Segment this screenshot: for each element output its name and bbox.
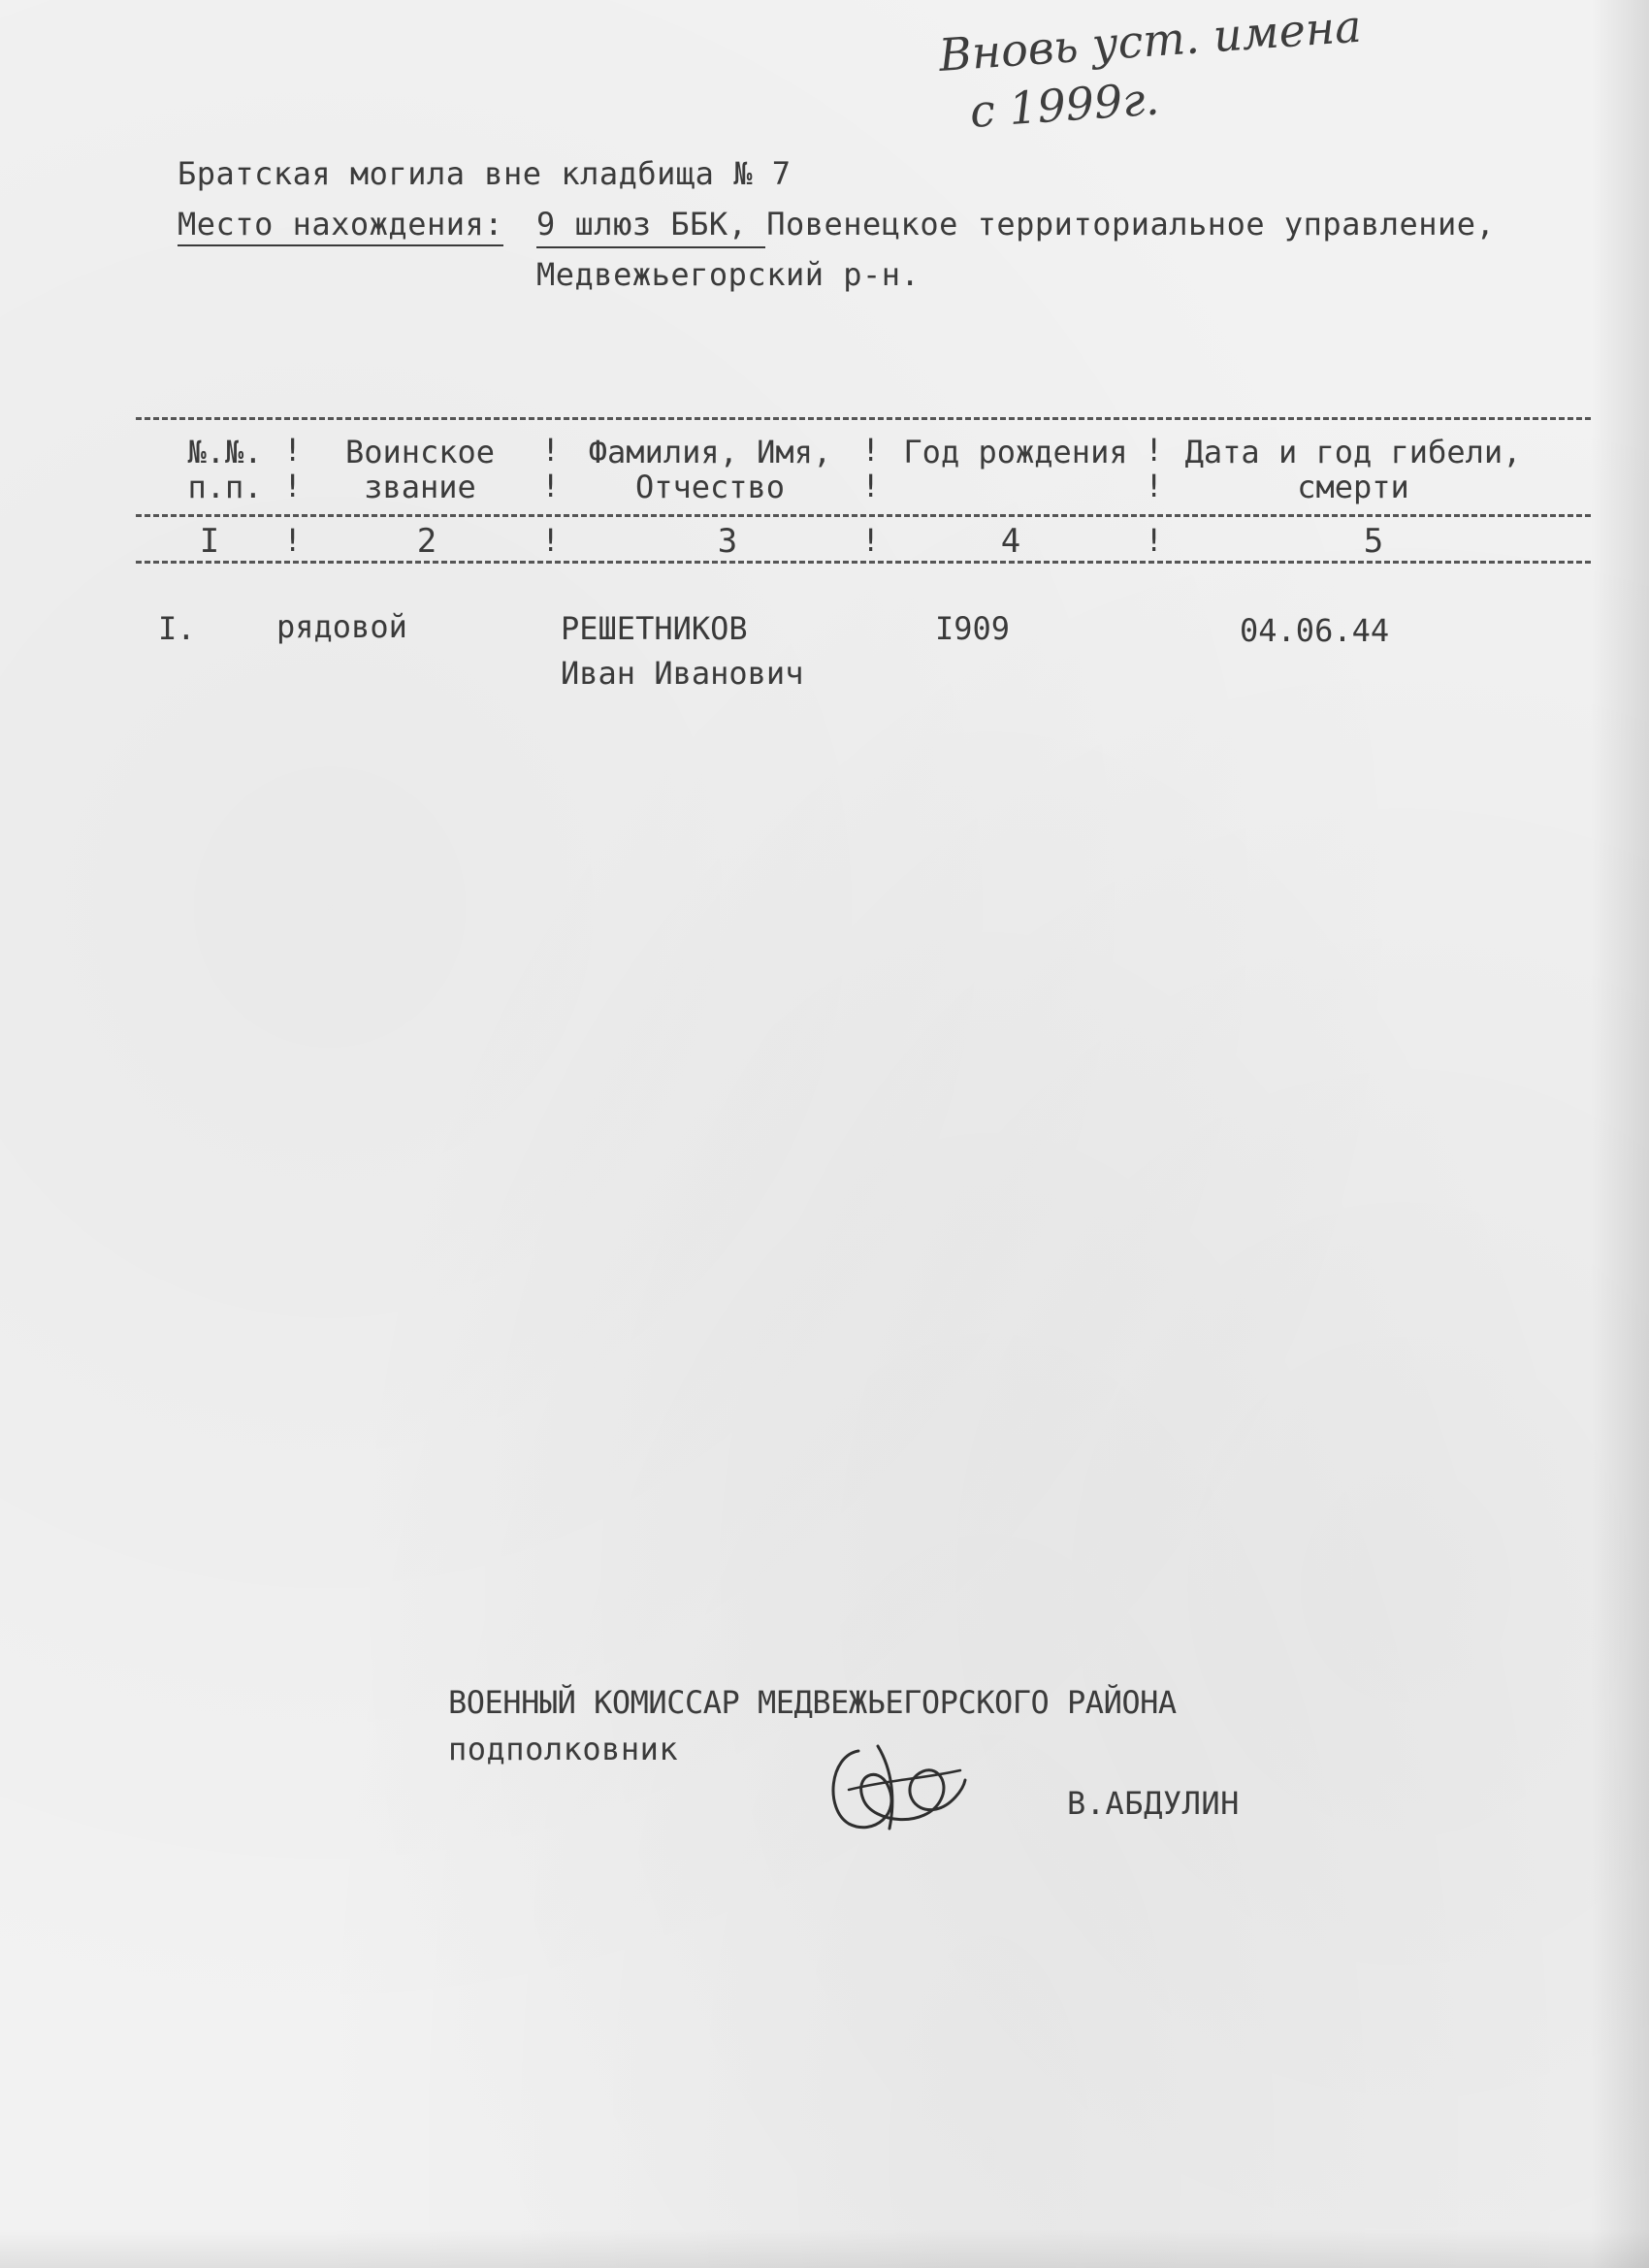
column-separator: ! [541, 522, 561, 559]
location-underline [536, 246, 765, 248]
row-number: I. [158, 610, 196, 647]
scan-shadow-bottom [0, 2229, 1649, 2268]
signature [820, 1732, 975, 1838]
table-top-rule [136, 417, 1591, 420]
location-line-2: Медвежьегорский р-н. [536, 256, 921, 293]
column-separator: ! [1145, 468, 1164, 504]
header-col-1: №.№. п.п. [187, 434, 263, 505]
column-number-2: 2 [416, 522, 437, 561]
column-separator: ! [541, 468, 561, 504]
location-label: Место нахождения: [178, 206, 503, 246]
handwritten-note-line2: с 1999г. [968, 72, 1161, 138]
row-birth-year: I909 [935, 610, 1011, 647]
column-separator: ! [283, 432, 303, 469]
scan-shadow-right [1591, 0, 1649, 2268]
column-separator: ! [283, 468, 303, 504]
column-number-4: 4 [1000, 522, 1021, 561]
row-rank: рядовой [276, 608, 407, 645]
column-separator: ! [283, 522, 303, 559]
column-separator: ! [861, 432, 881, 469]
column-separator: ! [861, 468, 881, 504]
column-separator: ! [1145, 522, 1164, 559]
commissar-rank: подполковник [448, 1731, 679, 1767]
column-separator: ! [1145, 432, 1164, 469]
commissar-position: ВОЕННЫЙ КОМИССАР МЕДВЕЖЬЕГОРСКОГО РАЙОНА [448, 1684, 1177, 1721]
header-col-3: Фамилия, Имя, Отчество [588, 434, 832, 505]
column-number-3: 3 [717, 522, 738, 561]
column-number-5: 5 [1363, 522, 1384, 561]
table-number-rule [136, 561, 1591, 564]
column-separator: ! [541, 432, 561, 469]
row-given-names: Иван Иванович [561, 655, 804, 692]
table-header-rule [136, 514, 1591, 517]
handwritten-note-line1: Вновь уст. имена [937, 0, 1364, 81]
signatory-name: В.АБДУЛИН [1067, 1785, 1240, 1822]
header-col-4: Год рождения [903, 434, 1128, 470]
row-surname: РЕШЕТНИКОВ [561, 610, 748, 647]
location-line-1: 9 шлюз ББК, Повенецкое территориальное управление, [536, 206, 1496, 243]
header-col-5: Дата и год гибели, смерти [1184, 434, 1522, 505]
column-separator: ! [861, 522, 881, 559]
column-number-1: I [199, 522, 220, 561]
header-col-2: Воинское звание [344, 434, 496, 505]
document-title: Братская могила вне кладбища № 7 [178, 155, 792, 192]
row-death-date: 04.06.44 [1240, 612, 1390, 649]
